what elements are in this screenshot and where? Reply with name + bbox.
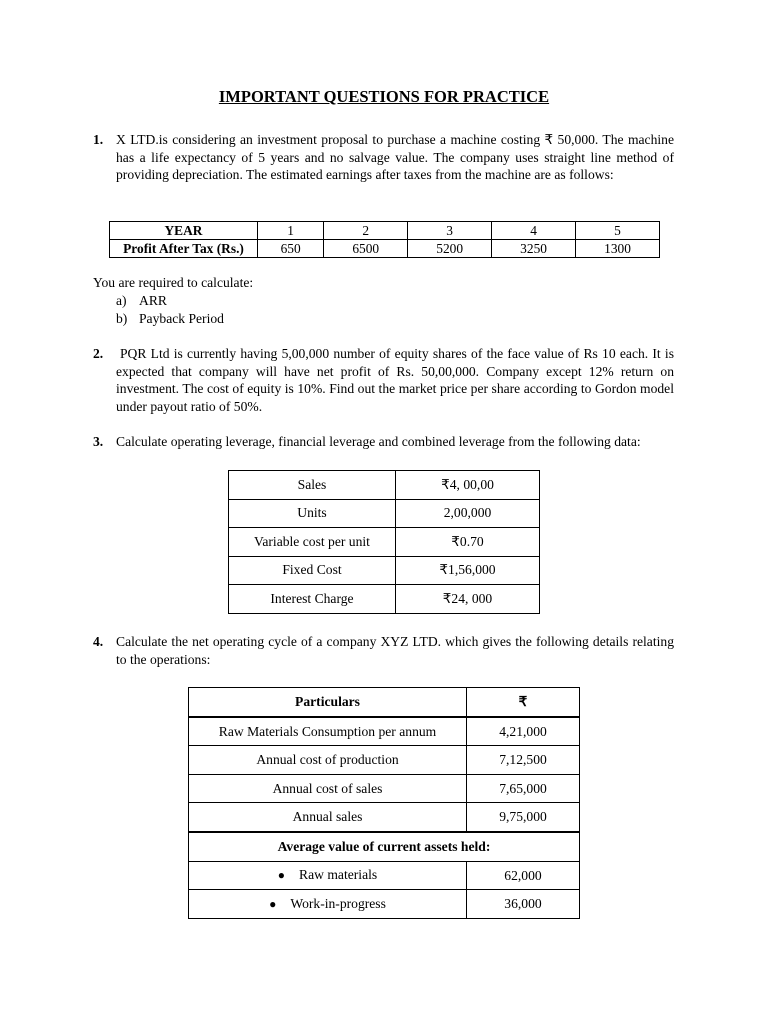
question-text: PQR Ltd is currently having 5,00,000 number of equity shares of the face value of Rs 10 each. It is expected that company will have net profit of Rs. 50,00,000. Company except 12% return on investment. The cost of equity is 10%. Find out the market price per share according to Gordon model under payout ratio of 50%. (116, 346, 674, 414)
table-cell: Raw Materials Consumption per annum (189, 717, 467, 746)
table-row (189, 803, 580, 832)
table-cell: 2 (324, 222, 408, 240)
question-number: 1. (93, 132, 104, 147)
question-1 (93, 131, 674, 184)
list-item (116, 310, 224, 328)
page-title: IMPORTANT QUESTIONS FOR PRACTICE (218, 87, 550, 106)
table-row (189, 890, 580, 919)
table-row (189, 746, 580, 775)
table-row (189, 861, 580, 890)
table-cell: 36,000 (467, 890, 580, 919)
list-item-text: Payback Period (139, 310, 224, 326)
table-cell: 6500 (324, 240, 408, 258)
required-list (116, 292, 224, 327)
question-3 (93, 433, 674, 451)
table-header-currency: ₹ (467, 688, 580, 717)
table-cell: 1 (258, 222, 324, 240)
table-cell: 3 (408, 222, 492, 240)
question-2 (93, 345, 674, 415)
question-number: 4. (93, 634, 104, 649)
list-item-text: ARR (139, 293, 167, 308)
table-row (110, 240, 660, 258)
question-text: Calculate the net operating cycle of a company XYZ LTD. which gives the following details relating to the operations: (116, 634, 674, 667)
table-header-profit: Profit After Tax (Rs.) (110, 240, 258, 258)
table-cell: 7,65,000 (467, 774, 580, 803)
table-cell: Variable cost per unit (229, 528, 396, 557)
bullet-icon: ● (277, 868, 286, 883)
table-cell: 9,75,000 (467, 803, 580, 832)
table-row (229, 499, 540, 528)
list-item (116, 292, 224, 310)
table-row (229, 556, 540, 585)
table-cell: 5 (576, 222, 660, 240)
table-cell (189, 861, 467, 890)
question-number: 2. (93, 346, 104, 361)
table-cell: Annual cost of production (189, 746, 467, 775)
asset-label: Work-in-progress (290, 895, 386, 911)
table-cell: 1300 (576, 240, 660, 258)
table-row (189, 832, 580, 861)
table-row (189, 717, 580, 746)
table-row (189, 688, 580, 717)
table-cell: ₹24, 000 (396, 585, 540, 614)
table-cell: 62,000 (467, 861, 580, 890)
leverage-table (228, 470, 540, 614)
table-cell: Fixed Cost (229, 556, 396, 585)
table-cell: Annual sales (189, 803, 467, 832)
operating-cycle-table (188, 687, 580, 919)
table-cell: Sales (229, 471, 396, 500)
question-text: X LTD.is considering an investment proposal to purchase a machine costing ₹ 50,000. The machine has a life expectancy of 5 years and no salvage value. The company uses straight line method of providing depreciation. The estimated earnings after taxes from the machine are as follows: (116, 132, 674, 183)
table-cell: ₹4, 00,00 (396, 471, 540, 500)
table-cell: Interest Charge (229, 585, 396, 614)
table-row (110, 222, 660, 240)
question-4 (93, 633, 674, 668)
list-item-label: a) (116, 293, 127, 308)
asset-label: Raw materials (299, 867, 378, 883)
question-text: Calculate operating leverage, financial leverage and combined leverage from the following data: (116, 434, 641, 449)
table-row (229, 528, 540, 557)
list-item-label: b) (116, 310, 128, 326)
table-header-particulars: Particulars (189, 688, 467, 717)
table-subheading: Average value of current assets held: (189, 832, 580, 861)
table-header-year: YEAR (110, 222, 258, 240)
table-cell: 3250 (492, 240, 576, 258)
table-cell: 4 (492, 222, 576, 240)
question-number: 3. (93, 434, 104, 449)
table-cell: 5200 (408, 240, 492, 258)
table-row (229, 471, 540, 500)
bullet-icon: ● (269, 896, 277, 911)
table-cell: 650 (258, 240, 324, 258)
table-cell: Annual cost of sales (189, 774, 467, 803)
table-cell: ₹0.70 (396, 528, 540, 557)
table-cell: 4,21,000 (467, 717, 580, 746)
table-cell: 2,00,000 (396, 499, 540, 528)
earnings-table (109, 221, 660, 258)
table-row (189, 774, 580, 803)
table-row (229, 585, 540, 614)
table-cell: Units (229, 499, 396, 528)
table-cell: ₹1,56,000 (396, 556, 540, 585)
table-cell (189, 890, 467, 919)
table-cell: 7,12,500 (467, 746, 580, 775)
required-text: You are required to calculate: (93, 275, 254, 290)
